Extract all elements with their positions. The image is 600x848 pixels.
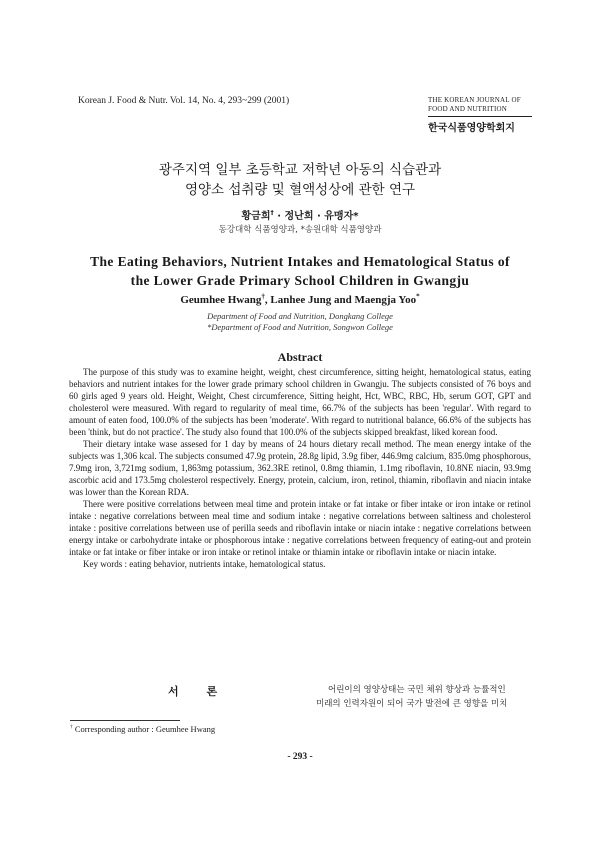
title-english [0, 252, 600, 290]
title-english-line2: the Lower Grade Primary School Children in Gwangju [130, 273, 470, 288]
footnote [70, 724, 215, 734]
affiliation-english [0, 311, 600, 333]
authors-korean-rest: · 정난희 · 유맹자* [273, 211, 359, 222]
journal-name-en-line2: FOOD AND NUTRITION [428, 105, 508, 113]
title-english-line1: The Eating Behaviors, Nutrient Intakes and Hematological Status of [90, 254, 510, 269]
title-korean-line1: 광주지역 일부 초등학교 저학년 아동의 식습관과 [158, 162, 442, 178]
journal-citation: Korean J. Food & Nutr. Vol. 14, No. 4, 293~299 (2001) [78, 96, 290, 106]
introduction-text [316, 683, 532, 711]
title-korean-line2: 영양소 섭취량 및 혈액성상에 관한 연구 [184, 182, 416, 198]
corresponding-mark-en: † [261, 292, 265, 301]
affiliation-korean: 동강대학 식품영양과, *송원대학 식품영양과 [218, 225, 382, 235]
journal-name-ko: 한국식품영양학회지 [428, 116, 532, 134]
abstract-paragraph-3: There were positive correlations between meal time and protein intake or fat intake or fiber intake or iron intake or retinol intake : negative correlations between meal time and sodium intake : negative correlations between saltiness and cholesterol intake : positive correlations between use of perilla seeds and riboflavin intake or niacin intake : negative correlations between energy intake or carbohydrate intake or phosphorous intake : negative correlations between frequency of eating-out and protein intake or fat intake or fiber intake or iron intake or retinol intake or thiamin intake or riboflavin intake or niacin intake. [69, 499, 531, 557]
title-korean [0, 160, 600, 200]
section-heading-introduction: 서 론 [168, 685, 230, 698]
author-korean-1: 황금희 [241, 211, 271, 222]
introduction-line1: 어린이의 영양상태는 국민 체위 향상과 능률적인 [328, 685, 506, 695]
introduction-line2: 미래의 인력자원이 되어 국가 발전에 큰 영향을 미치 [316, 699, 508, 709]
authors-english [0, 294, 600, 306]
keywords: Key words : eating behavior, nutrients intake, hematological status. [83, 559, 326, 569]
corresponding-mark: † [270, 208, 274, 217]
abstract-heading: Abstract [277, 350, 323, 364]
author-english-1: Geumhee Hwang [180, 294, 262, 306]
footnote-divider [70, 720, 180, 721]
authors-korean [0, 207, 600, 222]
footnote-mark: † [70, 724, 73, 731]
affiliation-english-line2: *Department of Food and Nutrition, Songwon College [207, 322, 393, 332]
page-number: - 293 - [287, 752, 313, 762]
abstract-paragraph-2: Their dietary intake wase assesed for 1 day by means of 24 hours dietary recall method. The mean energy intake of the subjects was 1,306 kcal. The subjects consumed 47.9g protein, 28.8g lipid, 3.9g fiber, 446.9mg calcium, 835.0mg phosphorous, 7.9mg iron, 3,721mg sodium, 1,863mg potassium, 362.3RE retinol, 0.8mg thiamin, 1.1mg riboflavin, 10.8NE niacin, 93.9mg ascorbic acid and 173.5mg cholesterol respectively. Energy, protein, calcium, iron, retinol, thiamin, riboflavin and niacin intake was lower than the Korean RDA. [69, 439, 531, 497]
abstract-paragraph-1: The purpose of this study was to examine height, weight, chest circumference, sitting height, hematological status, eating behaviors and nutrient intakes for the lower grade primary school children in Gwangju. The subjects consisted of 76 boys and 60 girls aged 9 years old. Height, Weight, Chest circumference, Sitting height, Hct, WBC, RBC, Hb, serum GOT, GPT and cholesterol were measured. With regard to regularity of meal time, 66.7% of the subjects has been 'regular'. With regard to amount of eaten food, 100.0% of the subjects has been 'moderate'. With regard to nutritional balance, 66.6% of the subjects has been 'think, but do not practice'. The study also found that 100.0% of the subjects skipped breakfast, liked korean food. [69, 367, 531, 437]
abstract-body [69, 366, 531, 570]
footnote-text: Corresponding author : Geumhee Hwang [72, 724, 216, 734]
journal-name-en-line1: THE KOREAN JOURNAL OF [428, 96, 521, 104]
affiliation-mark-en: * [416, 292, 420, 301]
journal-masthead [428, 96, 532, 134]
affiliation-english-line1: Department of Food and Nutrition, Dongkang College [207, 311, 393, 321]
authors-english-rest: , Lanhee Jung and Maengja Yoo [264, 294, 417, 306]
